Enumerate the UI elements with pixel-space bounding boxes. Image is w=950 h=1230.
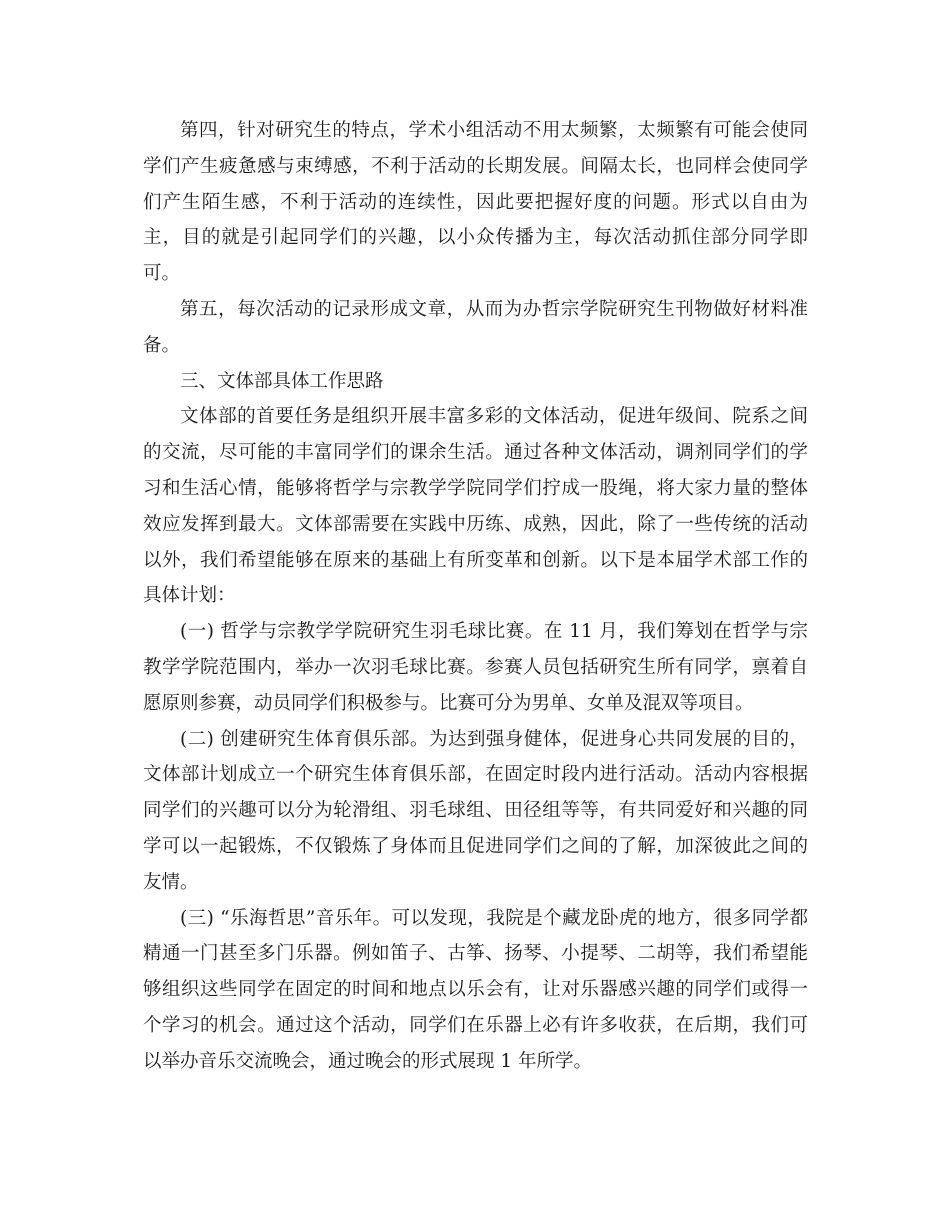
paragraph-music-year: (三) “乐海哲思”音乐年。可以发现，我院是个藏龙卧虎的地方，很多同学都精通一门甚至多门乐器。例如笛子、古筝、扬琴、小提琴、二胡等，我们希望能够组织这些同学在固定的时间和地点以乐会有，让对乐器感兴趣的同学们或得一个学习的机会。通过这个活动，同学们在乐器上必有许多收获，在后期，我们可以举办音乐交流晚会，通过晚会的形式展现 1 年所学。 [143, 907, 808, 1072]
document-body [143, 113, 808, 1080]
paragraph-badminton-contest: (一) 哲学与宗教学学院研究生羽毛球比赛。在 11 月，我们筹划在哲学与宗教学学院范围内，举办一次羽毛球比赛。参赛人员包括研究生所有同学，禀着自愿原则参赛，动员同学们积极参与。比赛可分为男单、女单及混双等项目。 [143, 621, 808, 714]
paragraph-sports-dept-intro: 文体部的首要任务是组织开展丰富多彩的文体活动，促进年级间、院系之间的交流，尽可能的丰富同学们的课余生活。通过各种文体活动，调剂同学们的学习和生活心情，能够将哲学与宗教学学院同学们拧成一股绳，将大家力量的整体效应发挥到最大。文体部需要在实践中历练、成熟，因此，除了一些传统的活动以外，我们希望能够在原来的基础上有所变革和创新。以下是本届学术部工作的具体计划： [143, 406, 808, 607]
section-heading-sports-dept: 三、文体部具体工作思路 [180, 370, 384, 392]
paragraph-sports-club: (二) 创建研究生体育俱乐部。为达到强身健体，促进身心共同发展的目的，文体部计划成立一个研究生体育俱乐部，在固定时段内进行活动。活动内容根据同学们的兴趣可以分为轮滑组、羽毛球组、田径组等等，有共同爱好和兴趣的同学可以一起锻炼，不仅锻炼了身体而且促进同学们之间的了解，加深彼此之间的友情。 [143, 728, 808, 893]
paragraph-point-five: 第五，每次活动的记录形成文章，从而为办哲宗学院研究生刊物做好材料准备。 [143, 298, 808, 356]
paragraph-point-four: 第四，针对研究生的特点，学术小组活动不用太频繁，太频繁有可能会使同学们产生疲惫感与束缚感，不利于活动的长期发展。间隔太长，也同样会使同学们产生陌生感，不利于活动的连续性，因此要把握好度的问题。形式以自由为主，目的就是引起同学们的兴趣，以小众传播为主，每次活动抓住部分同学即可。 [143, 120, 808, 285]
